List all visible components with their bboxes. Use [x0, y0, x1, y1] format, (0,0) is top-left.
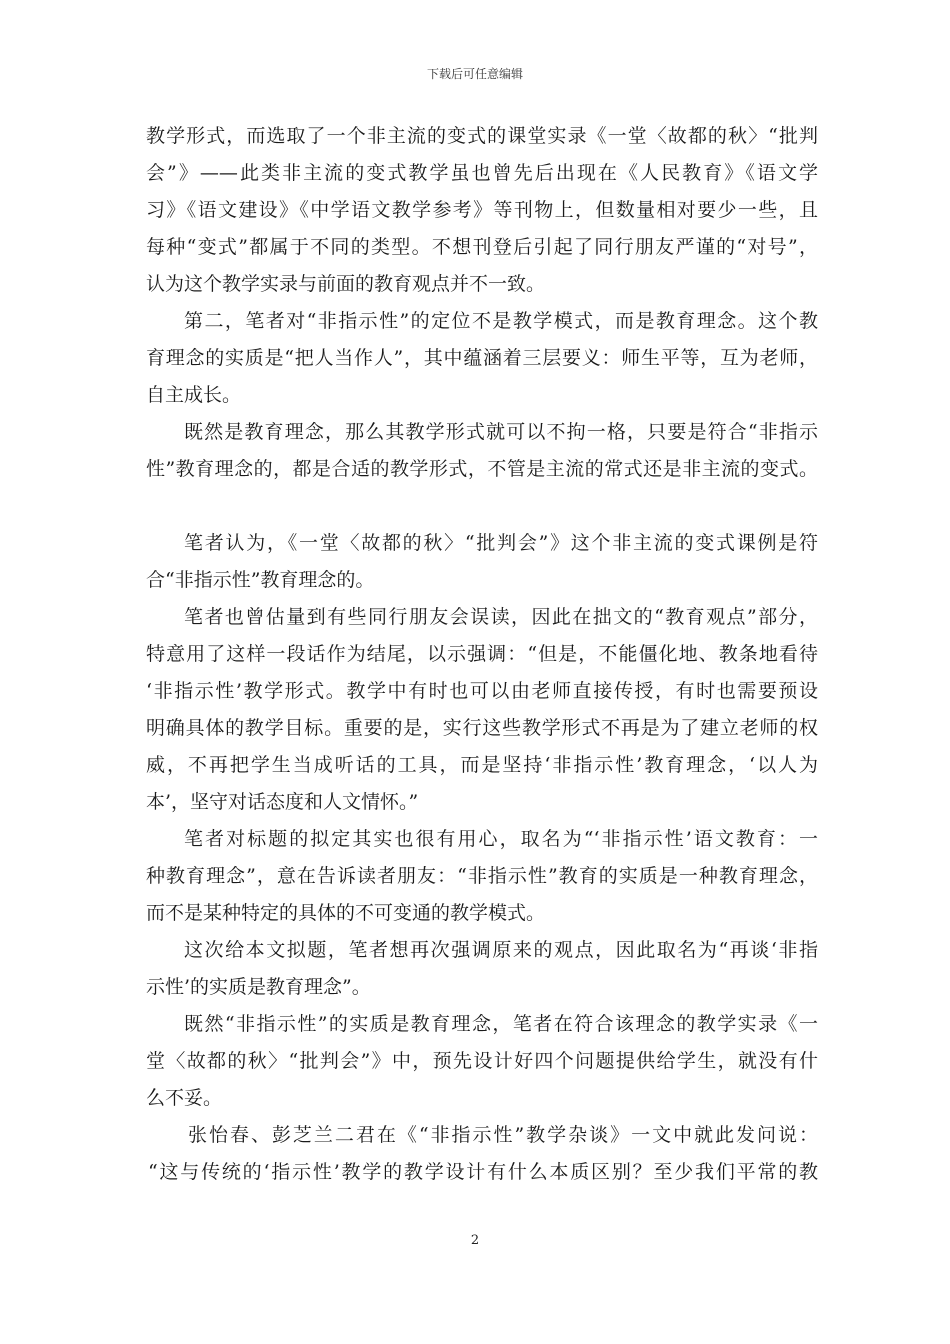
page-header: 下载后可任意编辑	[426, 67, 523, 81]
document-body	[146, 118, 818, 1191]
paragraph	[146, 303, 818, 414]
text-line: 育理念的实质是“把人当作人”，其中蕴涵着三层要义：师生平等，互为老师，	[146, 347, 818, 369]
text-line: 张怡春、彭芝兰二君在《“非指示性”教学杂谈》一文中就此发问说：	[188, 1124, 818, 1146]
text-line: 种教育理念”，意在告诉读者朋友：“非指示性”教育的实质是一种教育理念，	[146, 865, 818, 887]
text-line: 自主成长。	[146, 384, 242, 406]
text-line: 堂〈故都的秋〉“批判会”》中，预先设计好四个问题提供给学生，就没有什	[146, 1050, 818, 1072]
paragraph	[146, 1006, 818, 1117]
text-line: 认为这个教学实录与前面的教育观点并不一致。	[146, 273, 546, 295]
text-line: 本’，坚守对话态度和人文情怀。”	[146, 791, 419, 813]
blank-line	[146, 488, 818, 525]
text-line: 会”》——此类非主流的变式教学虽也曾先后出现在《人民教育》《语文学	[146, 162, 818, 184]
paragraph	[146, 525, 818, 599]
text-line: 笔者也曾估量到有些同行朋友会误读，因此在拙文的“教育观点”部分，	[184, 606, 818, 628]
text-line: 示性’的实质是教育理念”。	[146, 976, 371, 998]
text-line: 么不妥。	[146, 1087, 223, 1109]
text-line: 性”教育理念的，都是合适的教学形式，不管是主流的常式还是非主流的变式。	[146, 458, 818, 480]
text-line: 这次给本文拟题，笔者想再次强调原来的观点，因此取名为“再谈‘非指	[184, 939, 818, 961]
text-line: 而不是某种特定的具体的不可变通的教学模式。	[146, 902, 546, 924]
paragraph	[146, 599, 818, 821]
text-line: 威，不再把学生当成听话的工具，而是坚持‘非指示性’教育理念，‘以人为	[146, 754, 818, 776]
text-line: 每种“变式”都属于不同的类型。不想刊登后引起了同行朋友严谨的“对号”，	[146, 236, 818, 258]
text-line: 第二，笔者对“非指示性”的定位不是教学模式，而是教育理念。这个教	[184, 310, 818, 332]
paragraph	[146, 821, 818, 932]
text-line: “这与传统的‘指示性’教学的教学设计有什么本质区别？至少我们平常的教	[148, 1161, 818, 1183]
paragraph	[146, 414, 818, 488]
text-line: 笔者对标题的拟定其实也很有用心，取名为“‘非指示性’语文教育：一	[184, 828, 818, 850]
paragraph	[146, 932, 818, 1006]
page-number: 2	[470, 1233, 480, 1248]
text-line: 教学形式，而选取了一个非主流的变式的课堂实录《一堂〈故都的秋〉“批判	[146, 125, 818, 147]
paragraph	[146, 118, 818, 303]
text-line: 合“非指示性”教育理念的。	[146, 569, 375, 591]
text-line: 笔者认为，《一堂〈故都的秋〉“批判会”》这个非主流的变式课例是符	[184, 532, 818, 554]
text-line: 既然“非指示性”的实质是教育理念，笔者在符合该理念的教学实录《一	[184, 1013, 818, 1035]
text-line: 特意用了这样一段话作为结尾，以示强调：“但是，不能僵化地、教条地看待	[146, 643, 818, 665]
paragraph	[146, 1117, 818, 1191]
text-line: ‘非指示性’教学形式。教学中有时也可以由老师直接传授，有时也需要预设	[146, 680, 818, 702]
text-line: 明确具体的教学目标。重要的是，实行这些教学形式不再是为了建立老师的权	[146, 717, 818, 739]
text-line: 习》《语文建设》《中学语文教学参考》等刊物上，但数量相对要少一些，且	[146, 199, 818, 221]
text-line: 既然是教育理念，那么其教学形式就可以不拘一格，只要是符合“非指示	[184, 421, 818, 443]
